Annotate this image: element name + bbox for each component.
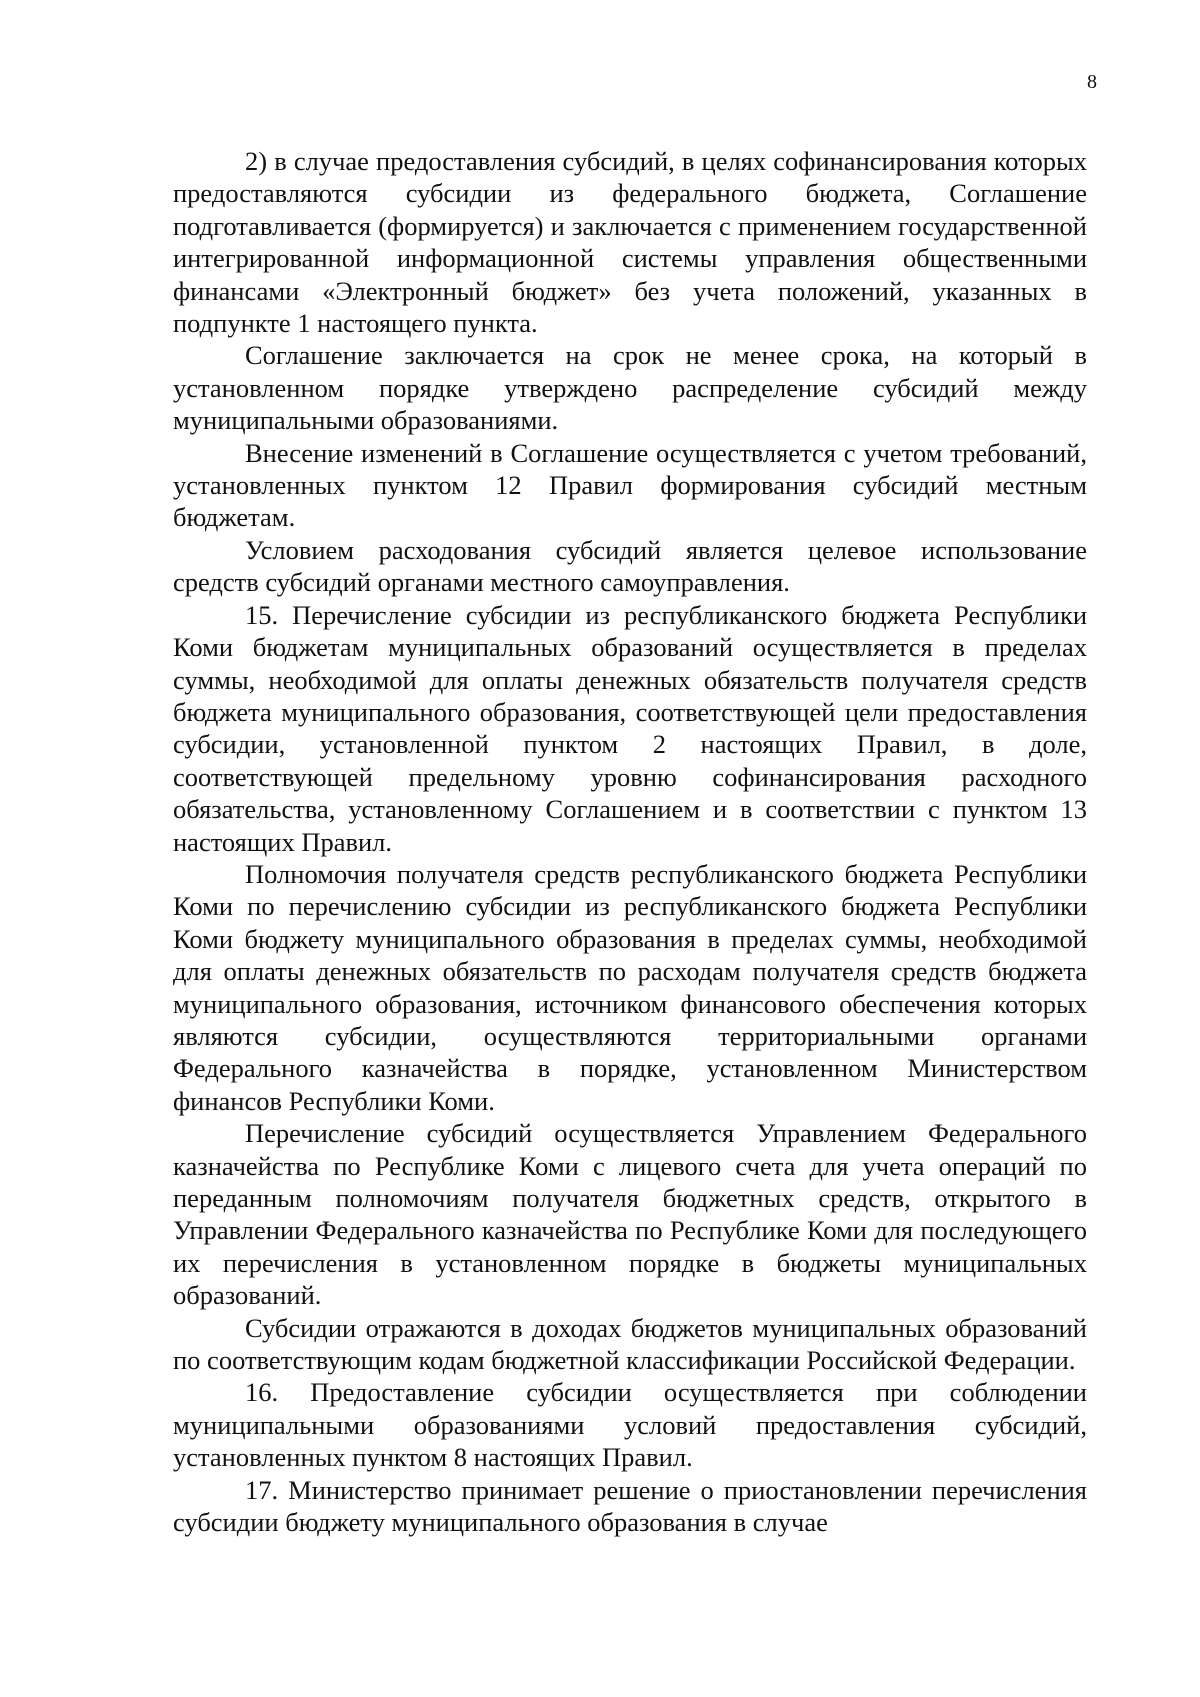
paragraph-item-15: 15. Перечисление субсидии из республиканского бюджета Республики Коми бюджетам муниципальных образований осуществляется в пределах суммы, необходимой для оплаты денежных обязательств получателя средств бюджета муниципального образования, соответствующей цели предоставления субсидии, установленной пунктом 2 настоящих Правил, в доле, соответствующей предельному уровню софинансирования расходного обязательства, установленному Соглашением и в соответствии с пунктом 13 настоящих Правил. (173, 599, 1087, 857)
paragraph-item-16: 16. Предоставление субсидии осуществляется при соблюдении муниципальными образованиями условий предоставления субсидий, установленных пунктом 8 настоящих Правил. (173, 1377, 1087, 1473)
paragraph-transfer: Перечисление субсидий осуществляется Управлением Федерального казначейства по Республике Коми с лицевого счета для учета операций по переданным полномочиям получателя бюджетных средств, открытого в Управлении Федерального казначейства по Республике Коми для последующего их перечисления в установленном порядке в бюджеты муниципальных образований. (173, 1118, 1087, 1311)
paragraph-spending-condition: Условием расходования субсидий является целевое использование средств субсидий органами местного самоуправления. (173, 534, 1087, 598)
paragraph-agreement-changes: Внесение изменений в Соглашение осуществляется с учетом требований, установленных пунктом 12 Правил формирования субсидий местным бюджетам. (173, 437, 1087, 533)
paragraph-item-17: 17. Министерство принимает решение о приостановлении перечисления субсидии бюджету муниципального образования в случае (173, 1474, 1087, 1538)
page-number: 8 (1087, 71, 1097, 93)
paragraph-income-reflection: Субсидии отражаются в доходах бюджетов муниципальных образований по соответствующим кодам бюджетной классификации Российской Федерации. (173, 1312, 1087, 1376)
document-body (173, 145, 1087, 1538)
paragraph-powers: Полномочия получателя средств республиканского бюджета Республики Коми по перечислению субсидии из республиканского бюджета Республики Коми бюджету муниципального образования в пределах суммы, необходимой для оплаты денежных обязательств по расходам получателя средств бюджета муниципального образования, источником финансового обеспечения которых являются субсидии, осуществляются территориальными органами Федерального казначейства в порядке, установленном Министерством финансов Республики Коми. (173, 858, 1087, 1116)
paragraph-agreement-term: Соглашение заключается на срок не менее срока, на который в установленном порядке утверждено распределение субсидий между муниципальными образованиями. (173, 340, 1087, 436)
paragraph-subpoint-2: 2) в случае предоставления субсидий, в целях софинансирования которых предоставляются субсидии из федерального бюджета, Соглашение подготавливается (формируется) и заключается с применением государственной интегрированной информационной системы управления общественными финансами «Электронный бюджет» без учета положений, указанных в подпункте 1 настоящего пункта. (173, 146, 1087, 339)
